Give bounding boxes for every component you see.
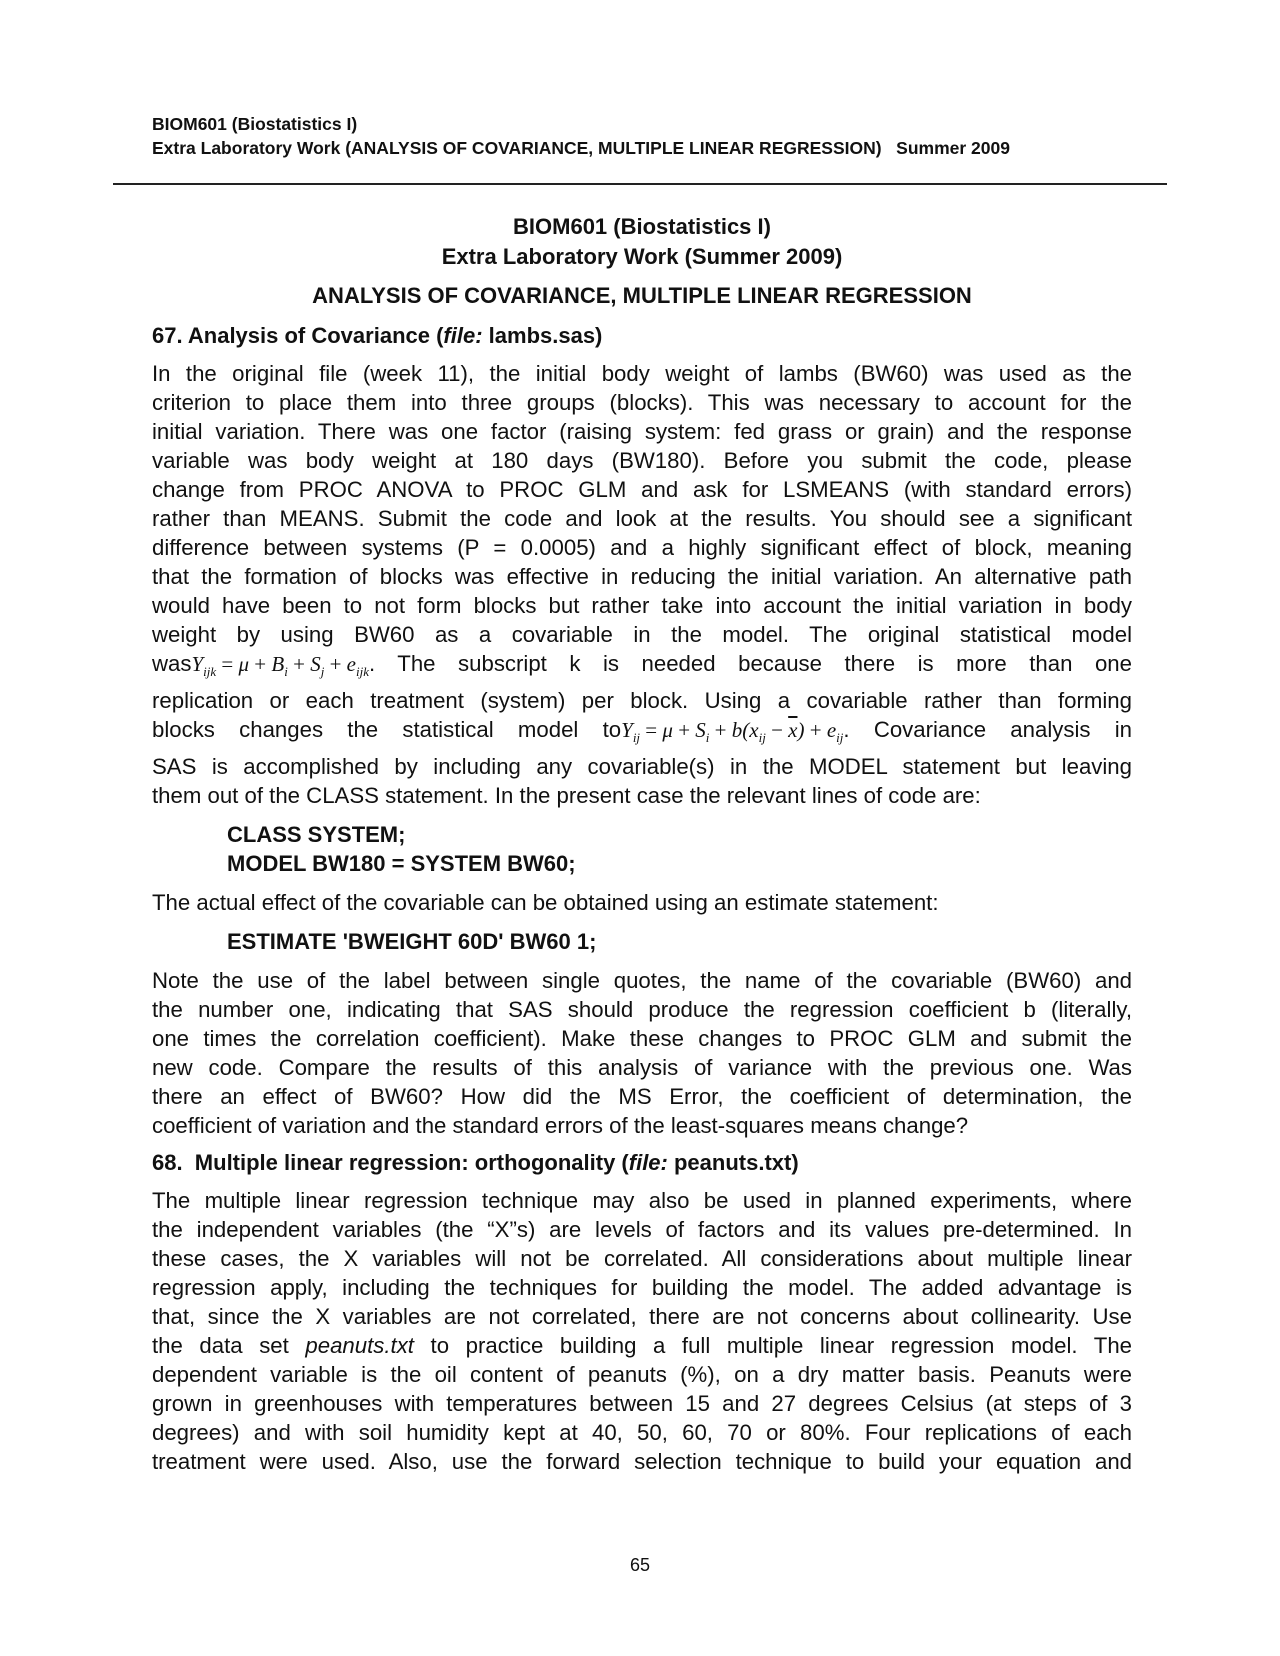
text-fragment: the data set [152,1333,306,1359]
header-divider [113,183,1167,185]
text-line: regression apply, including the techniques for building the model. The added advantage is [152,1275,1132,1301]
running-header [152,112,1132,160]
estimate-intro: The actual effect of the covariable can be obtained using an estimate statement: [152,890,939,916]
section-67-paragraph-1 [152,359,1132,810]
code-block-estimate [152,927,1132,956]
section-67-heading-text: 67. Analysis of Covariance ( [152,323,444,348]
text-line: The multiple linear regression technique may also be used in planned experiments, where [152,1188,1132,1214]
text-line: the number one, indicating that SAS should produce the regression coefficient b (literally, [152,997,1132,1023]
text-line: variable was body weight at 180 days (BW180). Before you submit the code, please [152,448,1132,473]
section-67-heading [152,321,1132,351]
text-line: treatment were used. Also, use the forward selection technique to build your equation and [152,1449,1132,1475]
text-line: new code. Compare the results of this analysis of variance with the previous one. Was [152,1055,1132,1081]
formula-line-2 [152,715,1132,752]
text-line: them out of the CLASS statement. In the present case the relevant lines of code are: [152,783,981,809]
text-fragment: to practice building a full multiple linear regression model. The [413,1333,1132,1359]
section-67-file-label: file: [443,323,483,348]
course-title: BIOM601 (Biostatistics I) [513,214,771,239]
text-line: criterion to place them into three groups (blocks). This was necessary to account for the [152,390,1132,415]
text-line: that the formation of blocks was effective in reducing the initial variation. An alternative path [152,564,1132,589]
text-line: that, since the X variables are not correlated, there are not concerns about collinearity. Use [152,1304,1132,1330]
text-line: difference between systems (P = 0.0005) and a highly significant effect of block, meaning [152,535,1132,560]
formula-line-1 [152,649,1132,686]
text-line: these cases, the X variables will not be correlated. All considerations about multiple linear [152,1246,1132,1272]
text-line: dependent variable is the oil content of peanuts (%), on a dry matter basis. Peanuts were [152,1362,1132,1388]
text-line: one times the correlation coefficient). Make these changes to PROC GLM and submit the [152,1026,1132,1052]
formula-covariate-model: $Y_{ij} = \mu + S_i + b(x_{ij} - \overline{x}) + e_{ij}$ [621,718,844,746]
page-number: 65 [629,1555,651,1575]
topic-title: ANALYSIS OF COVARIANCE, MULTIPLE LINEAR REGRESSION [312,283,972,308]
text-line: weight by using BW60 as a covariable in the model. The original statistical model [152,622,1132,647]
text-line: coefficient of variation and the standard errors of the least-squares means change? [152,1113,969,1139]
section-68-paragraph [152,1186,1132,1476]
section-68-heading-text: 68. Multiple linear regression: orthogonality ( [152,1150,629,1176]
work-title: Extra Laboratory Work (Summer 2009) [441,244,843,269]
code-line: CLASS SYSTEM; [227,822,406,848]
section-68-heading [152,1148,1132,1178]
section-68-file-label: file: [628,1150,668,1176]
text-line [152,1331,1132,1360]
page-content [152,212,1132,1476]
section-67-paragraph-2 [152,966,1132,1140]
text-line: the independent variables (the “X”s) are levels of factors and its values pre-determined. In [152,1217,1132,1243]
text-line: change from PROC ANOVA to PROC GLM and ask for LSMEANS (with standard errors) [152,477,1132,502]
text-line: In the original file (week 11), the initial body weight of lambs (BW60) was used as the [152,361,1132,386]
formula-2-tail: . Covariance analysis in [843,717,1133,743]
text-line: Note the use of the label between single quotes, the name of the covariable (BW60) and [152,968,1132,994]
text-line: replication or each treatment (system) per block. Using a covariable rather than forming [152,688,1132,714]
header-subtitle: Extra Laboratory Work (ANALYSIS OF COVARIANCE, MULTIPLE LINEAR REGRESSION) Summer 2009 [152,138,1010,158]
text-line: degrees) and with soil humidity kept at 40, 50, 60, 70 or 80%. Four replications of each [152,1420,1132,1446]
text-line: there an effect of BW60? How did the MS Error, the coefficient of determination, the [152,1084,1132,1110]
header-course: BIOM601 (Biostatistics I) [152,114,358,134]
data-file-name: peanuts.txt [305,1333,414,1359]
text-line: rather than MEANS. Submit the code and look at the results. You should see a significant [152,506,1132,531]
text-line: initial variation. There was one factor (raising system: fed grass or grain) and the response [152,419,1132,444]
formula-1-tail: . The subscript k is needed because there is more than one [368,651,1132,676]
code-line: ESTIMATE 'BWEIGHT 60D' BW60 1; [227,929,597,955]
section-68-file-name: peanuts.txt) [667,1150,799,1176]
text-line: SAS is accomplished by including any covariable(s) in the MODEL statement but leaving [152,754,1132,780]
formula-2-lead: blocks changes the statistical model to [152,717,622,743]
formula-ancova-block-model: $Y_{ijk} = \mu + B_i + S_j + e_{ijk}$ [191,652,369,680]
text-line: would have been to not form blocks but rather take into account the initial variation in body [152,593,1132,618]
code-block-class-model [152,820,1132,878]
formula-1-lead: was [152,651,192,676]
section-67-file-name: lambs.sas) [482,323,603,348]
text-line: grown in greenhouses with temperatures between 15 and 27 degrees Celsius (at steps of 3 [152,1391,1132,1417]
code-line: MODEL BW180 = SYSTEM BW60; [227,851,576,877]
